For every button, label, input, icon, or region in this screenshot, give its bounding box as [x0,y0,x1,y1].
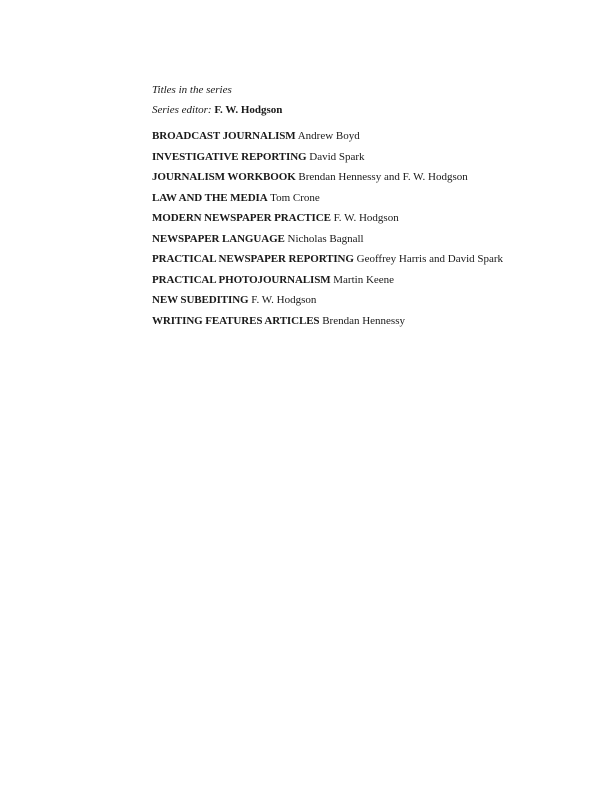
book-title: LAW AND THE MEDIA [152,191,268,204]
book-title: MODERN NEWSPAPER PRACTICE [152,212,331,224]
series-editor-name: F. W. Hodgson [214,104,283,116]
book-author: F. W. Hodgson [333,212,399,224]
title-entry [152,211,592,225]
series-editor-line [152,103,592,117]
book-author: Brendan Hennessy [322,314,405,327]
series-page [152,83,592,334]
title-entry [152,191,592,205]
book-author: Martin Keene [333,273,395,286]
title-entry [152,232,592,246]
book-author: Nicholas Bagnall [287,232,364,245]
book-title: WRITING FEATURES ARTICLES [152,314,320,327]
book-title: PRACTICAL NEWSPAPER REPORTING [152,253,354,265]
book-title: NEW SUBEDITING [152,294,249,306]
title-entry [152,293,592,307]
book-author: David Spark [309,150,365,163]
book-title: JOURNALISM WORKBOOK [152,171,296,183]
title-entry [152,170,592,184]
title-entry [152,273,592,287]
title-entry [152,129,592,143]
book-title: PRACTICAL PHOTOJOURNALISM [152,273,331,286]
book-author: Tom Crone [270,191,320,204]
series-heading: Titles in the series [152,84,232,96]
book-author: Brendan Hennessy and F. W. Hodgson [298,171,468,183]
title-entry [152,252,592,266]
title-entry [152,150,592,164]
title-list [152,129,592,328]
series-editor-label: Series editor: [152,104,212,116]
book-author: Andrew Boyd [297,130,360,142]
book-author: Geoffrey Harris and David Spark [356,253,504,265]
book-title: BROADCAST JOURNALISM [152,130,296,142]
title-entry [152,314,592,328]
book-author: F. W. Hodgson [251,294,317,306]
book-title: NEWSPAPER LANGUAGE [152,232,285,245]
book-title: INVESTIGATIVE REPORTING [152,150,307,163]
